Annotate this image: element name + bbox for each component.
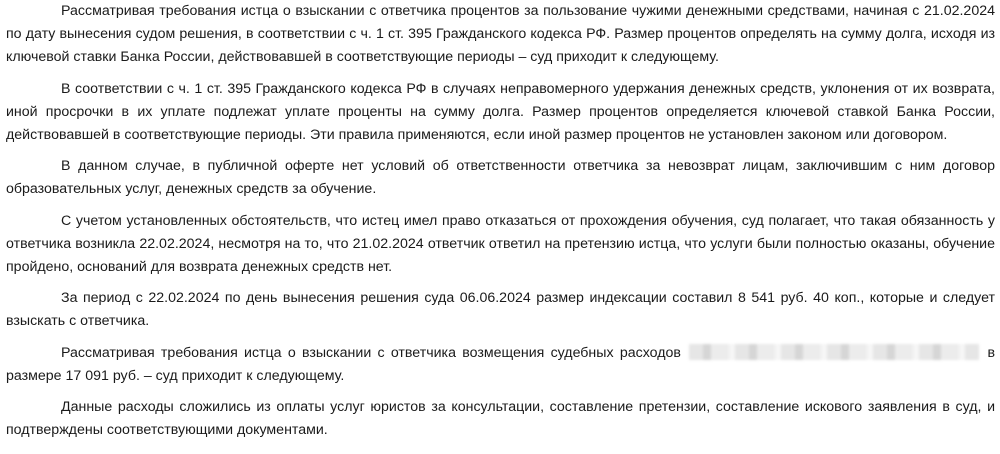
- document-body: [6, 0, 995, 450]
- paragraph-interest-claim: Рассматривая требования истца о взыскании с ответчика процентов за пользование чужими денежными средствами, начиная с 21.02.2024 по дату вынесения судом решения, в соответствии с ч. 1 ст. 395 Гражданского кодекса РФ. Размер процентов определять на сумму долга, исходя из ключевой ставки Банка России, действовавшей в соответствующие периоды – суд приходит к следующему.: [6, 3, 995, 66]
- paragraph-expenses-confirmed: Данные расходы сложились из оплаты услуг юристов за консультации, составление претензии, составление искового заявления в суд, и подтверждены соответствующими документами.: [6, 399, 995, 439]
- redacted-block: [689, 344, 979, 360]
- paragraph-indexation: За период с 22.02.2024 по день вынесения решения суда 06.06.2024 размер индексации составил 8 541 руб. 40 коп., которые и следует взыскать с ответчика.: [6, 290, 995, 330]
- paragraph-article-395: В соответствии с ч. 1 ст. 395 Гражданского кодекса РФ в случаях неправомерного удержания денежных средств, уклонения от их возврата, иной просрочки в их уплате подлежат уплате проценты на сумму долга. Размер процентов определяется ключевой ставкой Банка России, действовавшей в соответствующие периоды. Эти правила применяются, если иной размер процентов не установлен законом или договором.: [6, 80, 995, 144]
- paragraph-legal-expenses: [6, 342, 995, 388]
- expenses-text-start: Рассматривая требования истца о взыскании с ответчика возмещения судебных расходов: [61, 344, 681, 361]
- paragraph-public-offer: В данном случае, в публичной оферте нет условий об ответственности ответчика за невозврат лицам, заключившим с ним договор образовательных услуг, денежных средств за обучение.: [6, 158, 995, 198]
- expenses-text-end: в размере 17 091 руб. – суд приходит к следующему.: [6, 344, 995, 384]
- paragraph-obligation-date: С учетом установленных обстоятельств, что истец имел право отказаться от прохождения обучения, суд полагает, что такая обязанность у ответчика возникла 22.02.2024, несмотря на то, что 21.02.2024 ответчик ответил на претензию истца, что услуги были полностью оказаны, обучение пройдено, оснований для возврата денежных средств нет.: [6, 212, 995, 276]
